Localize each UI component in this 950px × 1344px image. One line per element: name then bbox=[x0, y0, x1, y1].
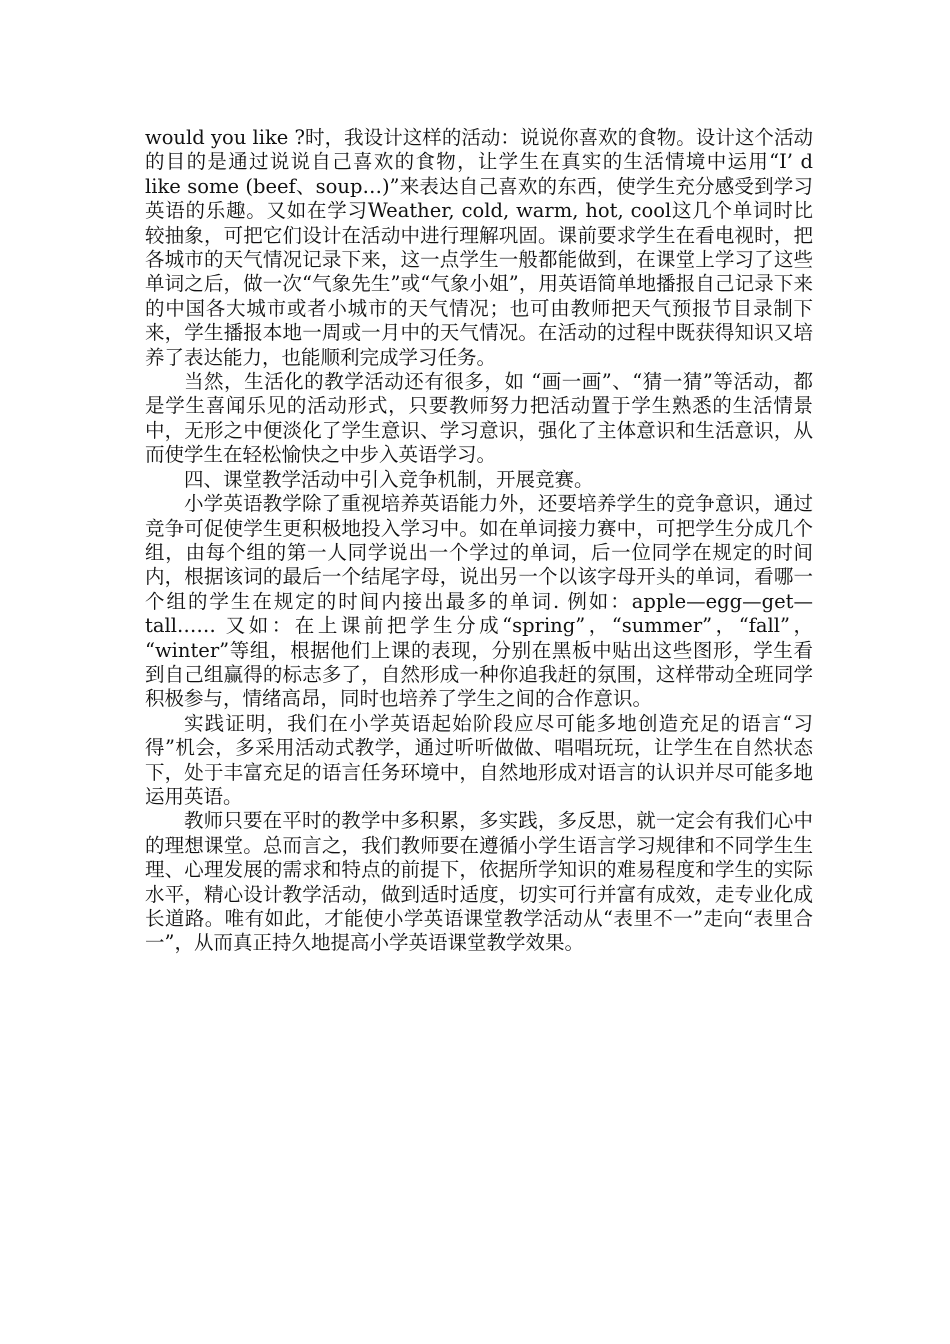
paragraph-practice-proves: 实践证明，我们在小学英语起始阶段应尽可能多地创造充足的语言“习得”机会，多采用活动式教学，通过听听做做、唱唱玩玩，让学生在自然状态下，处于丰富充足的语言任务环境中，自然地形成对语言的认识并尽可能多地运用英语。 bbox=[145, 711, 813, 808]
paragraph-conclusion: 教师只要在平时的教学中多积累，多实践，多反思，就一定会有我们心中的理想课堂。总而言之，我们教师要在遵循小学生语言学习规律和不同学生生理、心理发展的需求和特点的前提下，依据所学知识的难易程度和学生的实际水平，精心设计教学活动，做到适时适度，切实可行并富有成效，走专业化成长道路。唯有如此，才能使小学英语课堂教学活动从“表里不一”走向“表里合一”，从而真正持久地提高小学英语课堂教学效果。 bbox=[145, 809, 813, 955]
section-heading-competition: 四、课堂教学活动中引入竞争机制，开展竞赛。 bbox=[184, 467, 594, 491]
paragraph-life-activities: 当然，生活化的教学活动还有很多，如 “画一画”、“猜一猜”等活动，都是学生喜闻乐见的活动形式，只要教师努力把活动置于学生熟悉的生活情景中，无形之中便淡化了学生意识、学习意识，强化了主体意识和生活意识，从而使学生在轻松愉快之中步入英语学习。 bbox=[145, 370, 813, 467]
paragraph-food-weather-activity: would you like ?时，我设计这样的活动：说说你喜欢的食物。设计这个活动的目的是通过说说自己喜欢的食物，让学生在真实的生活情境中运用“I’ d like some (beef、soup…)”来表达自己喜欢的东西，使学生充分感受到学习英语的乐趣。又如在学习Weather, cold, warm, hot, cool这几个单词时比较抽象，可把它们设计在活动中进行理解巩固。课前要求学生在看电视时，把各城市的天气情况记录下来，这一点学生一般都能做到，在课堂上学习了这些单词之后，做一次“气象先生”或“气象小姐”，用英语简单地播报自己记录下来的中国各大城市或者小城市的天气情况；也可由教师把天气预报节目录制下来，学生播报本地一周或一月中的天气情况。在活动的过程中既获得知识又培养了表达能力，也能顺利完成学习任务。 bbox=[145, 126, 813, 369]
paragraph-competition-examples: 小学英语教学除了重视培养英语能力外，还要培养学生的竞争意识，通过竞争可促使学生更积极地投入学习中。如在单词接力赛中，可把学生分成几个组，由每个组的第一人同学说出一个学过的单词，后一位同学在规定的时间内，根据该词的最后一个结尾字母，说出另一个以该字母开头的单词，看哪一个组的学生在规定的时间内接出最多的单词. 例如：apple—egg—get—tall…… 又如：在上课前把学生分成“spring”，“summer”，“fall”， “winter”等组，根据他们上课的表现，分别在黑板中贴出这些图形，学生看到自己组赢得的标志多了，自然形成一种你追我赶的氛围，这样带动全班同学积极参与，情绪高昂，同时也培养了学生之间的合作意识。 bbox=[145, 492, 813, 711]
body-text bbox=[145, 126, 813, 956]
